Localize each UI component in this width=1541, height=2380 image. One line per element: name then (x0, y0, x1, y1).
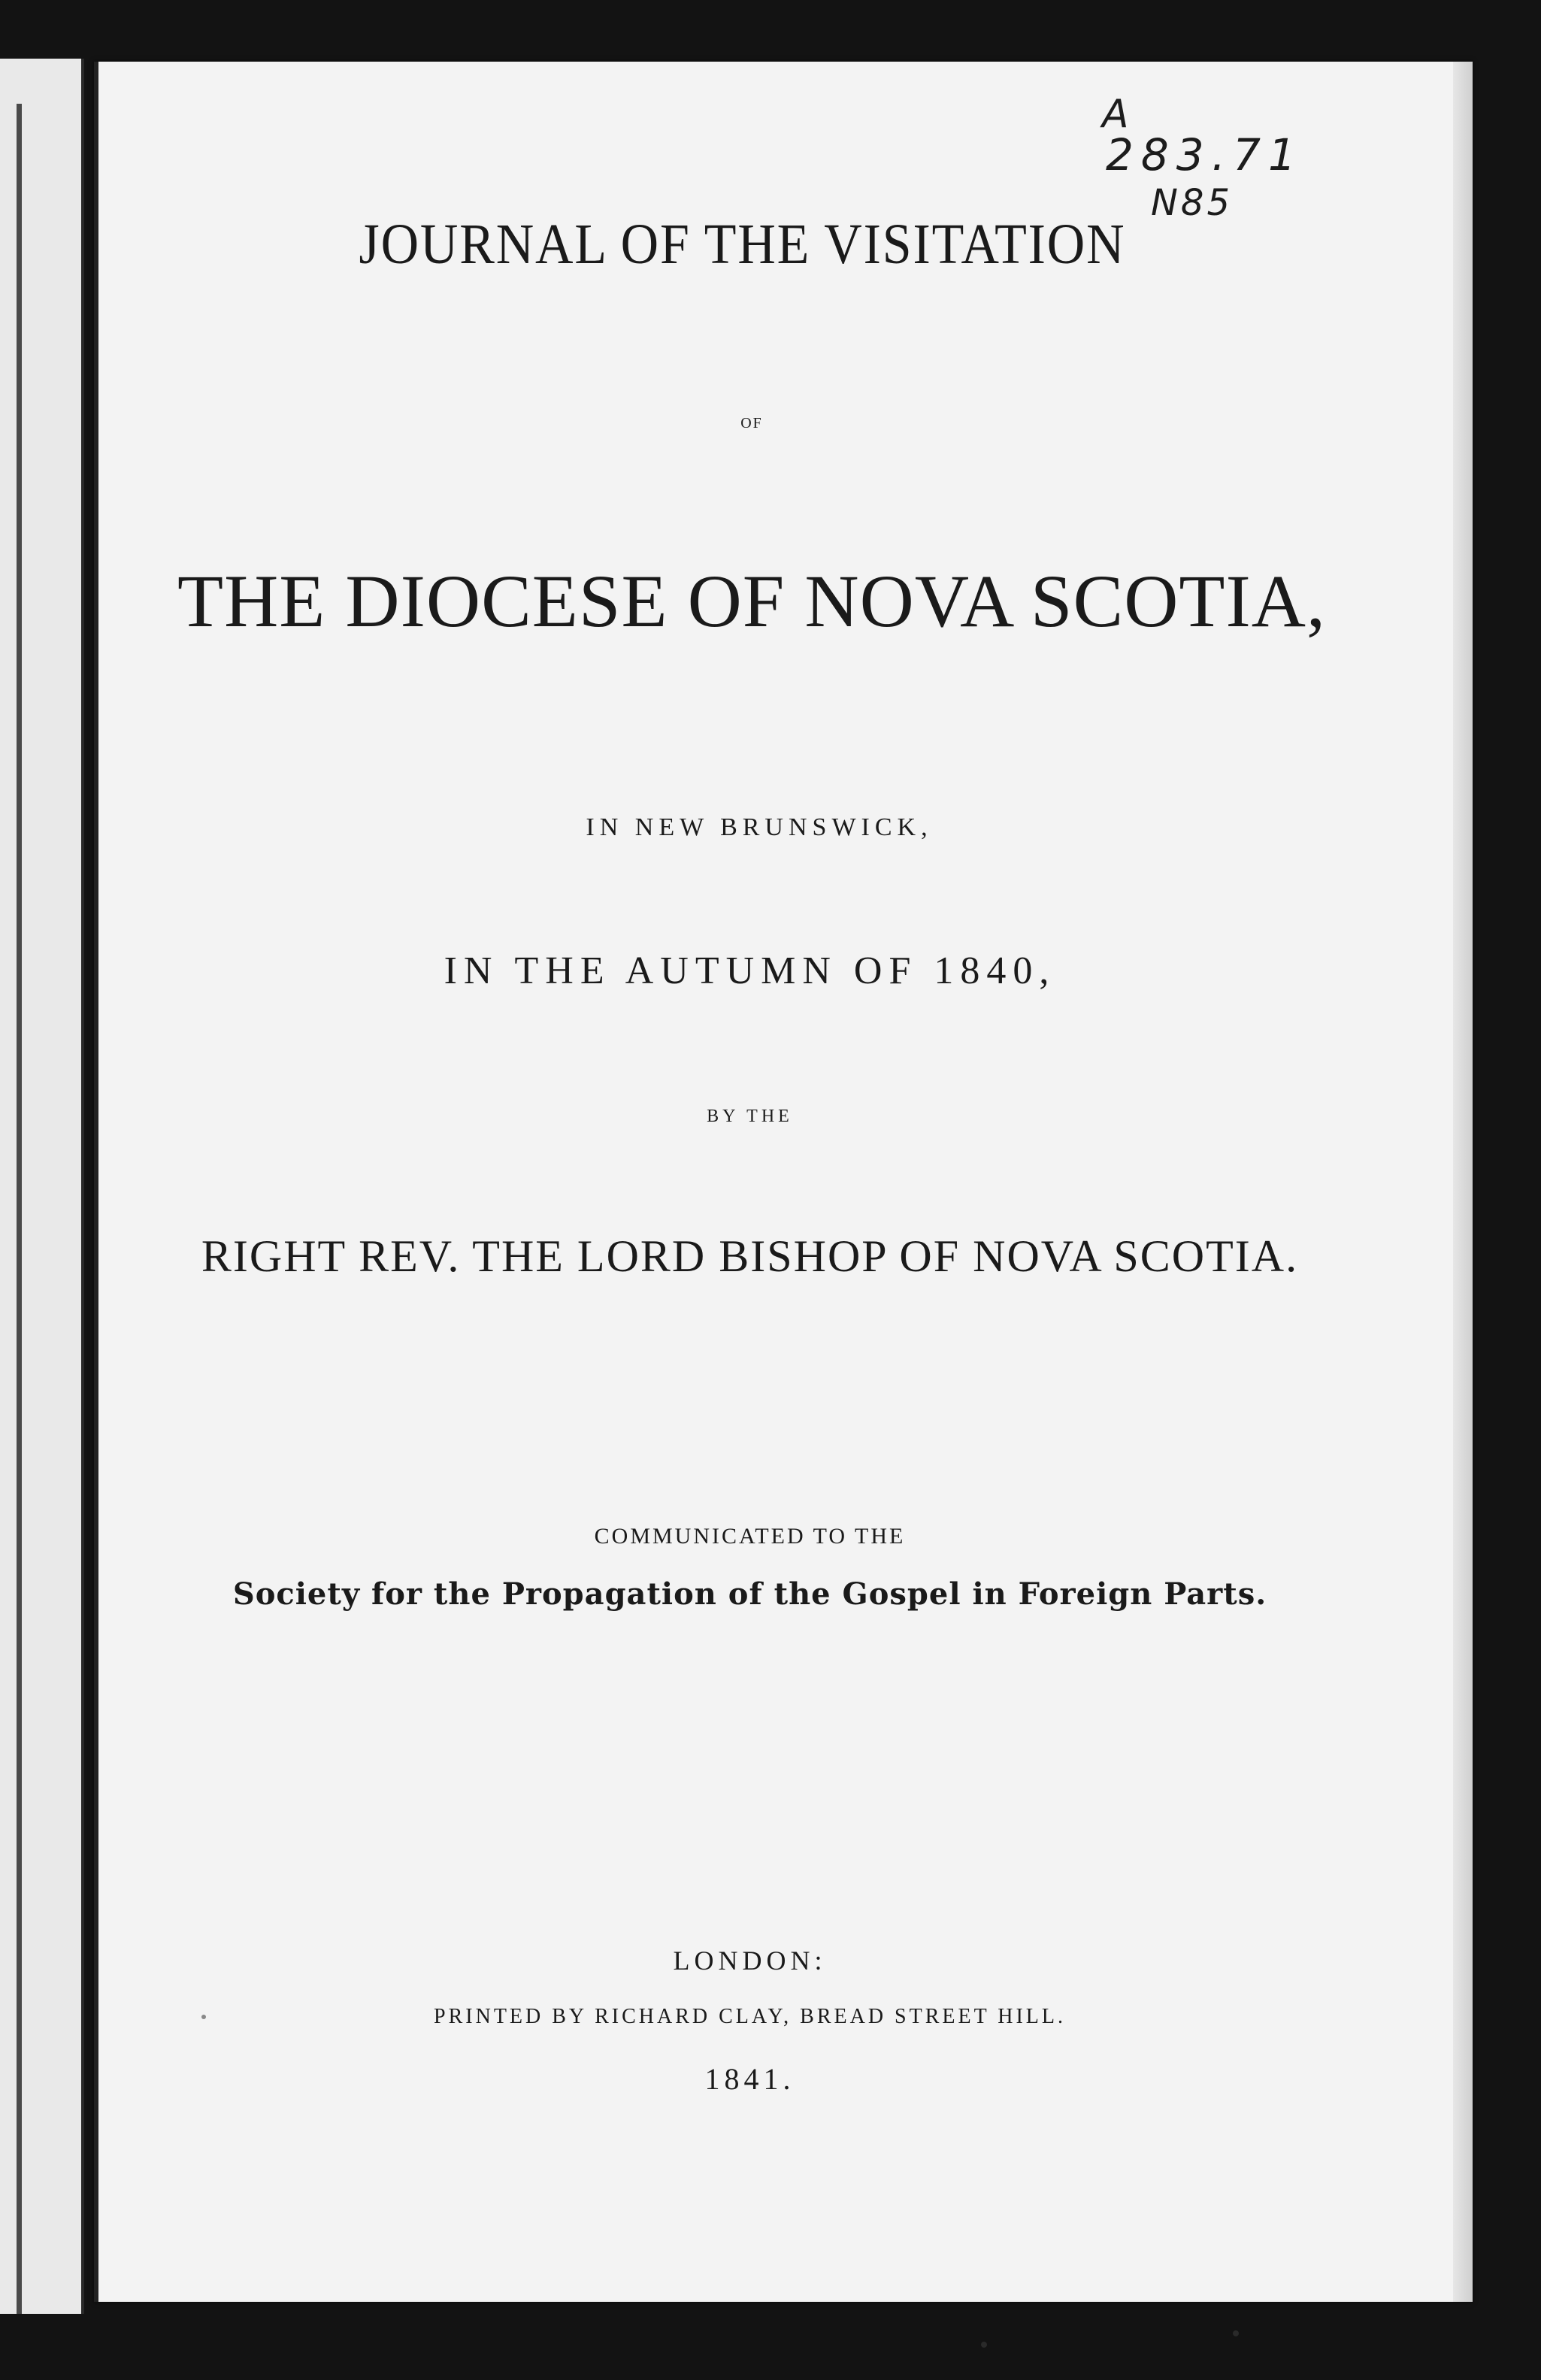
society-name: Society for the Propagation of the Gospel in Foreign Parts. (232, 1576, 1267, 1612)
title-line-diocese: THE DIOCESE OF NOVA SCOTIA, (177, 559, 1327, 643)
author-name: RIGHT REV. THE LORD BISHOP OF NOVA SCOTIA. (201, 1231, 1299, 1281)
call-number-line-1: A (1102, 92, 1129, 137)
imprint-printer: PRINTED BY RICHARD CLAY, BREAD STREET HILL. (434, 2005, 1066, 2028)
imprint-place: LONDON: (673, 1945, 827, 1976)
imprint-year: 1841. (704, 2062, 795, 2096)
facing-page-rule (17, 104, 22, 2314)
call-number-line-3: N85 (1151, 182, 1233, 224)
title-line-journal: JOURNAL OF THE VISITATION (359, 213, 1126, 276)
dust-speck (1233, 2330, 1239, 2336)
communicated-label: COMMUNICATED TO THE (594, 1524, 906, 1549)
dust-speck (201, 2015, 206, 2019)
call-number-line-2: 283.71 (1106, 129, 1303, 180)
title-line-brunswick: IN NEW BRUNSWICK, (586, 813, 933, 841)
title-page (94, 62, 1473, 2302)
dust-speck (981, 2342, 987, 2348)
author-prefix: BY THE (707, 1107, 793, 1126)
title-line-of: OF (740, 415, 763, 431)
title-line-autumn: IN THE AUTUMN OF 1840, (444, 949, 1056, 992)
